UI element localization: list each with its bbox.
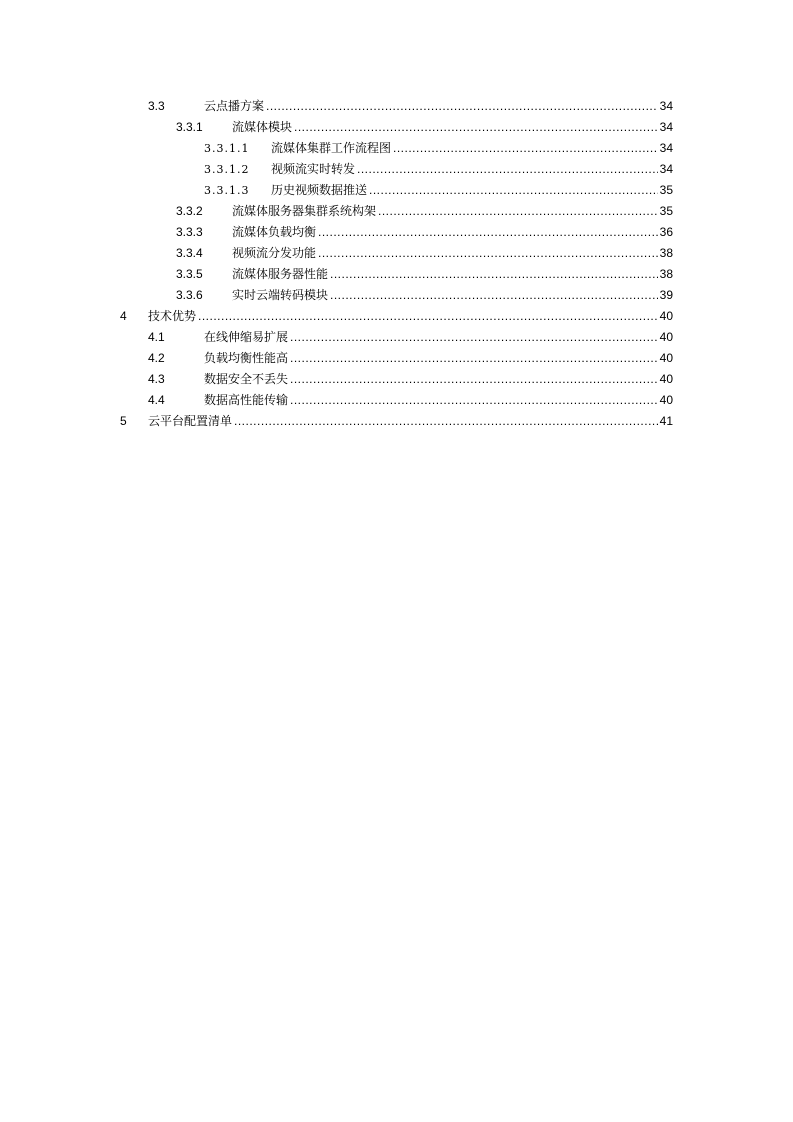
toc-entry-page: 40 xyxy=(659,351,673,365)
toc-entry[interactable] xyxy=(0,180,673,201)
toc-entry-number: 5 xyxy=(120,414,127,428)
toc-entry-title[interactable]: 数据高性能传输 xyxy=(204,393,289,407)
toc-entry-line xyxy=(232,264,673,285)
toc-entry-number: 4.4 xyxy=(148,393,165,407)
toc-entry-title[interactable]: 负载均衡性能高 xyxy=(204,351,289,365)
dot-leader xyxy=(330,264,658,285)
dot-leader xyxy=(290,369,658,390)
toc-entry[interactable] xyxy=(0,159,673,180)
toc-entry-page: 40 xyxy=(659,309,673,323)
toc-entry-number: 3.3 xyxy=(148,99,165,113)
dot-leader xyxy=(234,411,658,432)
toc-entry-page: 40 xyxy=(659,372,673,386)
toc-entry[interactable] xyxy=(0,390,673,411)
dot-leader xyxy=(266,96,658,117)
dot-leader xyxy=(318,243,658,264)
toc-entry-line xyxy=(232,285,673,306)
toc-entry-number: 3.3.6 xyxy=(176,288,203,302)
toc-entry-number: 4.2 xyxy=(148,351,165,365)
dot-leader xyxy=(378,201,658,222)
toc-entry-title[interactable]: 视频流实时转发 xyxy=(271,162,356,176)
dot-leader xyxy=(393,138,658,159)
toc-entry[interactable] xyxy=(0,117,673,138)
toc-entry-page: 40 xyxy=(659,393,673,407)
dot-leader xyxy=(294,117,658,138)
toc-entry-number: 3.3.4 xyxy=(176,246,203,260)
toc-entry[interactable] xyxy=(0,411,673,432)
toc-entry[interactable] xyxy=(0,201,673,222)
toc-entry-line xyxy=(232,243,673,264)
toc-entry-line xyxy=(232,222,673,243)
toc-entry-line xyxy=(204,327,673,348)
toc-entry-page: 34 xyxy=(659,99,673,113)
toc-entry-line xyxy=(232,201,673,222)
toc-entry-title[interactable]: 流媒体服务器集群系统构架 xyxy=(232,204,377,218)
toc-entry-number: 3.3.1.3 xyxy=(204,184,250,197)
dot-leader xyxy=(290,348,658,369)
toc-entry-line xyxy=(271,159,673,180)
toc-entry-title[interactable]: 云点播方案 xyxy=(204,99,265,113)
toc-entry-number: 3.3.1 xyxy=(176,120,203,134)
toc-entry-title[interactable]: 流媒体负载均衡 xyxy=(232,225,317,239)
toc-entry-line xyxy=(204,369,673,390)
dot-leader xyxy=(198,306,658,327)
toc-entry[interactable] xyxy=(0,96,673,117)
toc-entry-page: 36 xyxy=(659,225,673,239)
toc-entry-title[interactable]: 在线伸缩易扩展 xyxy=(204,330,289,344)
toc-entry-title[interactable]: 技术优势 xyxy=(148,309,197,323)
dot-leader xyxy=(318,222,658,243)
toc-entry-line xyxy=(232,117,673,138)
toc-entry-number: 4.1 xyxy=(148,330,165,344)
toc-entry-page: 34 xyxy=(659,162,673,176)
dot-leader xyxy=(369,180,658,201)
toc-entry[interactable] xyxy=(0,243,673,264)
toc-entry-title[interactable]: 流媒体服务器性能 xyxy=(232,267,329,281)
toc-entry-line xyxy=(271,180,673,201)
toc-entry-title[interactable]: 数据安全不丢失 xyxy=(204,372,289,386)
toc-entry-line xyxy=(148,411,673,432)
toc-entry[interactable] xyxy=(0,327,673,348)
toc-entry-page: 41 xyxy=(659,414,673,428)
toc-entry-number: 4 xyxy=(120,309,127,323)
dot-leader xyxy=(290,390,658,411)
toc-entry-line xyxy=(148,306,673,327)
toc-entry-line xyxy=(204,348,673,369)
toc-entry-number: 3.3.1.2 xyxy=(204,163,250,176)
dot-leader xyxy=(357,159,658,180)
toc-entry-number: 3.3.3 xyxy=(176,225,203,239)
toc-entry[interactable] xyxy=(0,306,673,327)
toc-entry-page: 40 xyxy=(659,330,673,344)
toc-entry[interactable] xyxy=(0,348,673,369)
toc-entry-page: 34 xyxy=(659,120,673,134)
toc-entry-line xyxy=(204,96,673,117)
dot-leader xyxy=(290,327,658,348)
dot-leader xyxy=(330,285,658,306)
toc-entry-title[interactable]: 流媒体模块 xyxy=(232,120,293,134)
toc-entry-page: 39 xyxy=(659,288,673,302)
toc-entry-page: 38 xyxy=(659,267,673,281)
toc-entry-number: 3.3.2 xyxy=(176,204,203,218)
toc-entry[interactable] xyxy=(0,264,673,285)
toc-entry-page: 34 xyxy=(659,141,673,155)
toc-entry-title[interactable]: 流媒体集群工作流程图 xyxy=(271,141,392,155)
toc-entry-title[interactable]: 历史视频数据推送 xyxy=(271,183,368,197)
toc-entry-number: 3.3.1.1 xyxy=(204,142,250,155)
toc-entry[interactable] xyxy=(0,369,673,390)
toc-entry-title[interactable]: 视频流分发功能 xyxy=(232,246,317,260)
toc-entry[interactable] xyxy=(0,138,673,159)
toc-entry-page: 38 xyxy=(659,246,673,260)
toc-entry[interactable] xyxy=(0,285,673,306)
toc-entry-page: 35 xyxy=(659,204,673,218)
toc-entry-title[interactable]: 云平台配置清单 xyxy=(148,414,233,428)
toc-entry-title[interactable]: 实时云端转码模块 xyxy=(232,288,329,302)
toc-entry[interactable] xyxy=(0,222,673,243)
toc-entry-number: 4.3 xyxy=(148,372,165,386)
toc-entry-line xyxy=(204,390,673,411)
toc-entry-line xyxy=(271,138,673,159)
toc-entry-page: 35 xyxy=(659,183,673,197)
toc-entry-number: 3.3.5 xyxy=(176,267,203,281)
